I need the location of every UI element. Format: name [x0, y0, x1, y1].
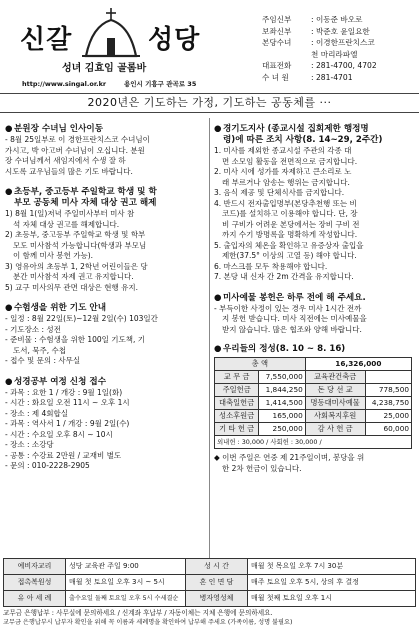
- text-line: - 기도장소 : 성전: [5, 324, 61, 334]
- text-line: 시도록 교우님들의 많은 기도 바랍니다.: [5, 166, 133, 176]
- text-line: 받지 않습니다. 많은 협조와 양해 바랍니다.: [222, 324, 362, 334]
- text-line: 가시고, 박 아고버 수녀님이 오십니다. 분원: [5, 145, 145, 155]
- section-title: 우리들의 정성(8. 10 ~ 8. 16): [223, 344, 346, 354]
- bullet-icon: ●: [214, 124, 222, 134]
- table-row: 주일헌금 1,844,250 돈 당 선 교 778,500: [215, 384, 412, 397]
- staff-row: 수 녀 원 : 281-4701: [262, 72, 353, 82]
- text-line: 면 소모임 활동을 전면적으로 금지합니다.: [222, 156, 358, 166]
- bullet-icon: ●: [5, 124, 13, 134]
- text-line: 2) 초등부, 중고등부 주일학교 학생 및 학부: [5, 230, 146, 239]
- text-line: 모도 미사참석 가능합니다(학생과 부모님: [13, 240, 147, 250]
- bullet-icon: ●: [214, 292, 222, 303]
- text-line: 7. 본당 내 신자 간 2m 간격을 유지합니다.: [214, 272, 354, 281]
- text-line: 4. 반드시 전자출입명부(본당추천행 또는 비: [214, 198, 357, 208]
- staff-row: 대표전화 : 281-4700, 4702: [262, 61, 377, 71]
- section-mass-offering: [214, 293, 416, 336]
- section-bible-study: [5, 377, 205, 472]
- text-line: - 접수 및 문의 : 사무실: [5, 356, 81, 365]
- staff-row: 본당수녀 : 이경한프란치스코: [262, 38, 375, 48]
- theme-banner: 2020년은 기도하는 가정, 기도하는 공동체를 ···: [0, 93, 419, 113]
- right-column: [214, 124, 416, 474]
- section-mass-advice: [5, 187, 205, 293]
- footer-line: 교무금 은행납부 : 사무실에 문의하세요 / 신계좌 후납부 / 자동이체는 지체 은행에 문의하세요.: [3, 609, 273, 617]
- bullet-icon: ●: [214, 344, 222, 354]
- total-label: 총 액: [215, 358, 306, 371]
- table-row: 접촉복원성 매월 첫 토요일 오후 3시 ~ 5시 혼 인 면 담 매주 토요일 오후 5시, 상의 후 결정: [4, 575, 416, 591]
- text-line: 석 자체 대상 권고를 해제합니다.: [13, 219, 120, 229]
- text-line: - 부득이한 사정이 있는 경우 미사 1시간 전까: [214, 303, 362, 313]
- text-line: - 장소 : 제 4회합실: [5, 408, 69, 418]
- text-line: 분간 미사참석 자제 권고 유지합니다.: [13, 272, 134, 281]
- bulletin-header: [0, 0, 419, 92]
- text-line: - 시간 : 화요일 오전 11시 ~ 오후 1시: [5, 398, 130, 407]
- text-line: ◆ 이번 주일은 연중 제 21주일이며, 봉당을 위: [214, 453, 365, 462]
- text-line: 5. 출입자의 체온을 확인하고 유증상자 출입을: [214, 240, 364, 250]
- text-line: 한 2차 헌금이 있습니다.: [222, 463, 302, 473]
- text-line: 지 봉헌 받습니다. 미사 직전에는 미사예물을: [222, 314, 367, 323]
- text-line: 6. 마스크를 모두 착용해야 합니다.: [214, 261, 328, 271]
- text-line: - 준비물 : 수험생을 위한 100일 기도책, 기: [5, 335, 146, 344]
- schedule-table: [3, 558, 416, 607]
- text-line: 래 부르거나 암송는 행위는 금지합니다.: [222, 177, 350, 187]
- text-line: - 과목 : 요한 1 / 개강 : 9월 1일(화): [5, 387, 123, 397]
- table-row: 유 아 세 례 출수요일 둘째 토요일 오후 5시 수세결순 병자영성체 매월 첫째 토요일 오후 1시: [4, 591, 416, 607]
- church-building-icon: [82, 8, 140, 58]
- text-line: 3. 음식 제공 및 단체식사를 금지합니다.: [214, 188, 345, 197]
- church-patron: 성녀 김효임 골롬바: [62, 63, 147, 74]
- text-line: - 시간 : 수요일 오후 8시 ~ 10시: [5, 429, 113, 439]
- footer-line: 교무금 은행납부시 납부자 확인을 위해 꼭 이름과 세례명을 확인하여 납부해 주세요 (가족이름, 성명 불필요): [3, 619, 293, 626]
- staff-list: [262, 14, 377, 84]
- text-line: 까지 수기 방명록을 명확하게 작성합니다.: [222, 230, 358, 239]
- table-row: 대축일헌금 1,414,500 명동대미사예물 4,238,750: [215, 397, 412, 410]
- staff-row: 주임신부 : 이동준 바오로: [262, 15, 363, 24]
- church-url[interactable]: http://www.singal.or.kr: [22, 80, 107, 88]
- offering-table: [214, 357, 412, 449]
- section-title: 수험생을 위한 기도 안내: [14, 303, 106, 313]
- church-address: 용인시 기흥구 관곡로 35: [124, 80, 197, 88]
- section-exam-prayer: [5, 303, 205, 367]
- text-line: 코드)를 설치하고 이용해야 합니다. 단, 장: [222, 209, 358, 218]
- text-line: - 공통 : 수강료 2만원 / 교재비 별도: [5, 450, 122, 460]
- section-transfer: [5, 124, 205, 177]
- left-column: [5, 124, 205, 472]
- text-line: 2. 미사 시에 성가를 자제하고 큰소리로 노: [214, 167, 352, 176]
- bullet-icon: ●: [5, 303, 13, 313]
- church-name-left: 신갈: [20, 25, 73, 55]
- text-line: - 문의 : 010-2228-2905: [5, 461, 90, 470]
- text-line: 1) 8월 1(일)저녁 주일미사부터 미사 참: [5, 209, 135, 218]
- table-row: 교 무 금 7,550,000 교육관건축금: [215, 371, 412, 384]
- text-line: 비 구비가 어려운 본당에서는 장비 구비 전: [222, 219, 360, 229]
- church-name-right: 성당: [148, 25, 201, 55]
- text-line: 도서, 묵주, 수첩: [13, 345, 67, 355]
- text-line: - 8월 25일부로 이 경한프란치스코 수녀님이: [5, 135, 150, 144]
- text-line: 5) 교구 미사의무 관면 대상은 현행 유지.: [5, 282, 139, 292]
- text-line: 제한(37.5° 이상의 고열 등) 해야 합니다.: [222, 251, 357, 260]
- table-row: 성소후원금 165,000 사회복지후원 25,000: [215, 410, 412, 423]
- column-divider: [209, 118, 210, 558]
- section-gyeonggi-order: [214, 124, 416, 283]
- text-line: - 일정 : 8월 22일(토)~12월 2일(수) 103일간: [5, 314, 158, 323]
- table-row: 예비자교리 성당 교육관 주일 9:00 성 시 간 매월 첫 목요일 오후 7시 30분: [4, 559, 416, 575]
- section-title-cont: 부모 공동체 미사 자체 대상 권고 해제: [14, 198, 157, 208]
- bullet-icon: ●: [5, 376, 13, 387]
- section-title: 초등부, 중고등부 주일학교 학생 및 학: [14, 187, 157, 197]
- text-line: 장 수녀님께서 새임지에서 수생 잘 하: [5, 156, 126, 165]
- text-line: 3) 영유아의 초등부 1, 2학년 어린이들은 당: [5, 261, 148, 271]
- text-line: - 과목 : 역사서 1 / 개강 : 9월 2일(수): [5, 419, 130, 428]
- section-title-cont: 령)에 따른 조치 사항(8. 14~29, 2주간): [223, 135, 383, 145]
- section-title: 경기도지사 (종교시설 집회제한 행정명: [223, 124, 369, 134]
- staff-row: 보좌신부 : 박준호 윤일요한: [262, 26, 370, 36]
- section-title: 분원장 수녀님 인사이동: [14, 124, 103, 134]
- text-line: 이 함께 미사 봉헌 가능).: [13, 251, 94, 260]
- table-row: 외내헌 : 30,000 / 사회헌 : 30,000 /: [215, 436, 412, 449]
- footer-notes: [3, 608, 416, 628]
- section-title: 성경공부 여정 신청 접수: [14, 376, 106, 387]
- text-line: - 장소 : 소강당: [5, 440, 54, 449]
- text-line: 1. 미사를 제외한 종교시설 주관의 각종 대: [214, 146, 352, 155]
- section-offerings: [214, 344, 416, 474]
- bullet-icon: ●: [5, 187, 13, 197]
- total-value: 16,326,000: [305, 358, 411, 371]
- table-row: 기 타 헌 금 250,000 감 사 헌 금 60,000: [215, 423, 412, 436]
- section-title: 미사예물 봉헌은 하루 전에 해 주세요.: [223, 292, 366, 303]
- staff-row: 천 마리라파엘: [311, 49, 358, 59]
